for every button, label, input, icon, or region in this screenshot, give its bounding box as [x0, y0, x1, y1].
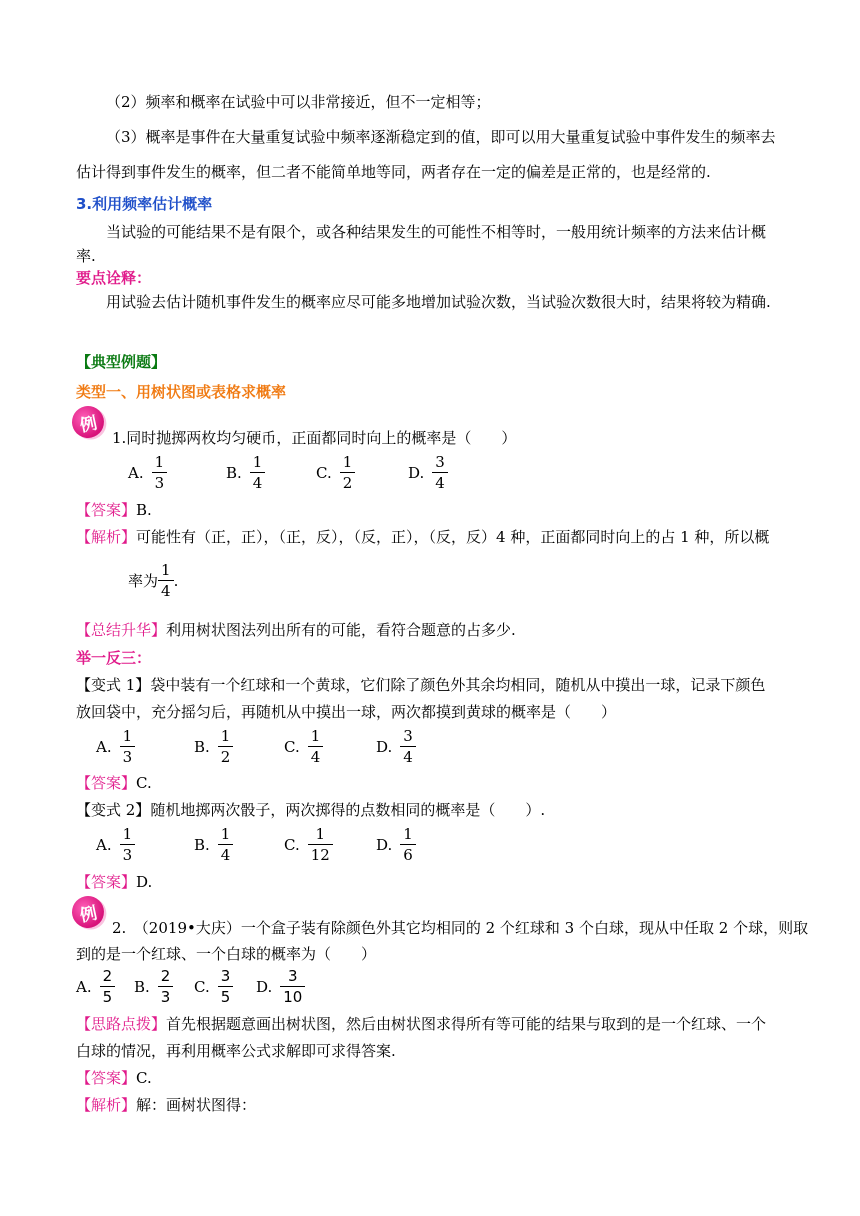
fraction — [400, 824, 416, 865]
q1-option-c — [316, 452, 355, 493]
hint-text: 首先根据题意画出树状图，然后由树状图求得所有等可能的结果与取到的是一个红球、一个 — [166, 1015, 767, 1033]
paragraph-frequency-near: （2）频率和概率在试验中可以非常接近，但不一定相等； — [106, 93, 491, 111]
q2-analysis — [76, 1095, 256, 1115]
answer-value: B. — [136, 501, 152, 519]
fraction — [400, 726, 416, 767]
answer-value: C. — [136, 774, 152, 792]
numerator: 1 — [220, 727, 231, 745]
numerator: 1 — [252, 453, 263, 471]
fraction — [308, 824, 333, 865]
q2-option-a — [76, 966, 115, 1007]
numerator: 2 — [160, 967, 171, 985]
section-paragraph-cont: 率. — [76, 247, 96, 265]
paragraph-probability-definition: （3）概率是事件在大量重复试验中频率逐渐稳定到的值，即可以用大量重复试验中事件发生的频率去 — [106, 128, 776, 146]
fraction — [120, 726, 136, 767]
example-badge-icon: 例 — [69, 403, 107, 441]
v1-option-c — [284, 726, 323, 767]
fraction — [250, 452, 266, 493]
v2-option-b — [194, 824, 233, 865]
option-label: D. — [256, 977, 273, 996]
question-2-text-cont: 到的是一个红球、一个白球的概率为（ ） — [76, 945, 377, 963]
analysis-text: 可能性有（正，正），（正，反），（反，正），（反，反）4 种，正面都同时向上的占 1 种，所以概 — [136, 528, 770, 546]
summary-text: 利用树状图法列出所有的可能，看符合题意的占多少. — [166, 621, 516, 639]
v2-option-c — [284, 824, 333, 865]
variant-heading: 举一反三： — [76, 649, 152, 667]
q1-answer — [76, 500, 152, 520]
denominator: 3 — [152, 472, 168, 493]
question-2-text: 2. （2019•大庆）一个盒子装有除颜色外其它均相同的 2 个红球和 3 个白球，现从中任取 2 个球，则取 — [112, 919, 809, 937]
answer-tag: 【答案】 — [76, 501, 137, 519]
option-label: B. — [194, 835, 210, 854]
key-points-heading: 要点诠释： — [76, 269, 152, 287]
q2-option-b — [134, 966, 173, 1007]
fraction — [280, 966, 305, 1007]
option-label: D. — [376, 835, 393, 854]
denominator: 4 — [218, 844, 234, 865]
numerator: 1 — [310, 727, 321, 745]
q2-answer — [76, 1068, 152, 1088]
fraction — [158, 966, 174, 1007]
fraction — [218, 824, 234, 865]
denominator: 4 — [308, 746, 324, 767]
fraction — [432, 452, 448, 493]
fraction — [120, 824, 136, 865]
numerator: 3 — [288, 967, 298, 985]
paragraph-probability-definition-cont: 估计得到事件发生的概率，但二者不能简单地等同，两者存在一定的偏差是正常的，也是经常的. — [76, 163, 711, 181]
numerator: 3 — [435, 453, 445, 471]
answer-tag: 【答案】 — [76, 873, 137, 891]
option-label: C. — [194, 977, 210, 996]
hint-tag: 【思路点拨】 — [76, 1015, 167, 1033]
answer-value: C. — [136, 1069, 152, 1087]
answer-tag: 【答案】 — [76, 774, 137, 792]
option-label: D. — [408, 463, 425, 482]
option-label: A. — [96, 737, 112, 756]
analysis-suffix: . — [173, 571, 179, 590]
q2-hint-cont: 白球的情况，再利用概率公式求解即可求得答案. — [76, 1042, 396, 1060]
denominator: 4 — [432, 472, 448, 493]
fraction — [152, 452, 168, 493]
option-label: A. — [128, 463, 144, 482]
summary-tag: 【总结升华】 — [76, 621, 167, 639]
v1-answer — [76, 773, 152, 793]
denominator: 5 — [100, 986, 116, 1007]
fraction — [100, 966, 116, 1007]
denominator: 2 — [340, 472, 356, 493]
examples-heading: 【典型例题】 — [76, 353, 167, 371]
denominator: 3 — [120, 746, 136, 767]
denominator: 3 — [120, 844, 136, 865]
q2-hint — [76, 1014, 766, 1034]
variant-1-text-cont: 放回袋中，充分摇匀后，再随机从中摸出一球，两次都摸到黄球的概率是（ ） — [76, 703, 617, 721]
numerator: 1 — [122, 727, 133, 745]
q2-option-d — [256, 966, 305, 1007]
option-label: D. — [376, 737, 393, 756]
v1-option-d — [376, 726, 416, 767]
variant-1-tag: 【变式 1】 — [76, 676, 151, 694]
numerator: 1 — [161, 561, 171, 579]
q1-option-d — [408, 452, 448, 493]
fraction — [308, 726, 324, 767]
denominator: 12 — [308, 844, 333, 865]
variant-1-question: 袋中装有一个红球和一个黄球，它们除了颜色外其余均相同，随机从中摸出一球，记录下颜色 — [150, 676, 766, 694]
option-label: C. — [316, 463, 332, 482]
v1-option-b — [194, 726, 233, 767]
denominator: 3 — [158, 986, 174, 1007]
question-1-text: 1.同时抛掷两枚均匀硬币，正面都同时向上的概率是（ ） — [112, 429, 517, 447]
analysis-tag: 【解析】 — [76, 528, 137, 546]
variant-2-tag: 【变式 2】 — [76, 801, 151, 819]
q1-option-a — [128, 452, 167, 493]
variant-1-text — [76, 675, 765, 695]
variant-2-question: 随机地掷两次骰子，两次掷得的点数相同的概率是（ ）. — [150, 801, 546, 819]
answer-value: D. — [136, 873, 153, 891]
q1-analysis — [76, 527, 769, 547]
variant-2-text — [76, 800, 545, 820]
fraction — [340, 452, 356, 493]
q2-option-c — [194, 966, 233, 1007]
v2-option-a — [96, 824, 135, 865]
q1-summary — [76, 620, 516, 640]
numerator: 1 — [315, 825, 326, 843]
key-points-text: 用试验去估计随机事件发生的概率应尽可能多地增加试验次数，当试验次数很大时，结果将较为精确. — [106, 293, 771, 311]
numerator: 1 — [154, 453, 165, 471]
example-badge-icon: 例 — [69, 893, 107, 931]
numerator: 1 — [122, 825, 133, 843]
denominator: 4 — [158, 580, 174, 601]
numerator: 1 — [220, 825, 231, 843]
v1-option-a — [96, 726, 135, 767]
option-label: C. — [284, 835, 300, 854]
numerator: 3 — [220, 967, 231, 985]
fraction — [158, 560, 174, 601]
option-label: B. — [194, 737, 210, 756]
fraction — [218, 966, 234, 1007]
analysis-tag: 【解析】 — [76, 1096, 137, 1114]
q1-analysis-result — [128, 560, 178, 601]
answer-tag: 【答案】 — [76, 1069, 137, 1087]
denominator: 4 — [250, 472, 266, 493]
fraction — [218, 726, 234, 767]
option-label: C. — [284, 737, 300, 756]
option-label: A. — [76, 977, 92, 996]
option-label: A. — [96, 835, 112, 854]
numerator: 2 — [102, 967, 113, 985]
numerator: 1 — [403, 825, 413, 843]
denominator: 6 — [400, 844, 416, 865]
option-label: B. — [226, 463, 242, 482]
denominator: 5 — [218, 986, 234, 1007]
denominator: 10 — [280, 986, 305, 1007]
option-label: B. — [134, 977, 150, 996]
numerator: 3 — [403, 727, 413, 745]
denominator: 4 — [400, 746, 416, 767]
denominator: 2 — [218, 746, 234, 767]
v2-answer — [76, 872, 152, 892]
analysis-prefix: 率为 — [128, 572, 159, 590]
q1-option-b — [226, 452, 265, 493]
section-heading: 3.利用频率估计概率 — [76, 195, 213, 213]
section-paragraph: 当试验的可能结果不是有限个，或各种结果发生的可能性不相等时，一般用统计频率的方法来估计概 — [106, 223, 767, 241]
analysis-text: 解：画树状图得： — [136, 1096, 257, 1114]
v2-option-d — [376, 824, 416, 865]
type-heading: 类型一、用树状图或表格求概率 — [76, 383, 287, 401]
numerator: 1 — [342, 453, 353, 471]
